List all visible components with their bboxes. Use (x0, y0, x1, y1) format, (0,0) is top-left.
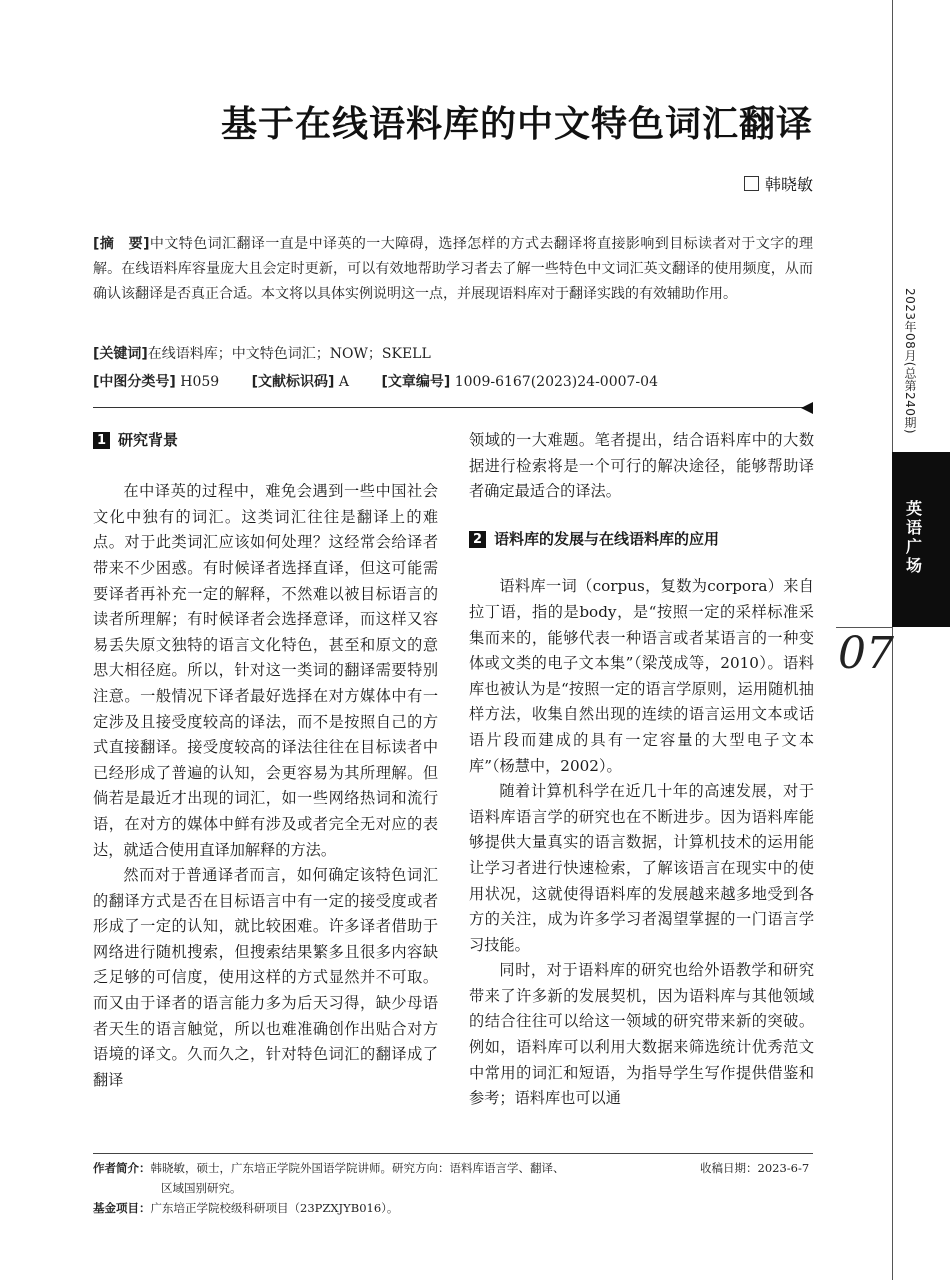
funding-label: 基金项目： (93, 1201, 151, 1215)
doc-code-value: A (338, 374, 350, 390)
section-number-badge: 1 (93, 432, 110, 449)
keywords-text: 在线语料库；中文特色词汇；NOW；SKELL (147, 346, 431, 362)
abstract (93, 232, 813, 307)
section-heading-2 (469, 527, 814, 553)
article-author (744, 172, 813, 195)
divider-arrow-icon (801, 402, 813, 414)
keywords-label: [关键词] (93, 346, 148, 362)
issue-info: 2023年08月(总第240期) (903, 288, 917, 435)
author-bio (93, 1158, 653, 1198)
clc-label: [中图分类号] (93, 374, 176, 390)
page-number: 07 (838, 628, 894, 679)
article-title: 基于在线语料库的中文特色词汇翻译 (220, 103, 813, 145)
body-column-left (93, 428, 438, 1093)
section-title: 研究背景 (118, 431, 179, 449)
paragraph: 在中译英的过程中，难免会遇到一些中国社会文化中独有的词汇。这类词汇往往是翻译上的难点。对于此类词汇应该如何处理？这经常会给译者带来不少困惑。有时候译者选择直译，但这可能需要译者再补充一定的解释，不然难以被目标语言的读者所理解；有时候译者会选择意译，而这样又容易丢失原文独特的语言文化特色，甚至和原文的意思大相径庭。所以，针对这一类词的翻译需要特别注意。一般情况下译者最好选择在对方媒体中有一定涉及且接受度较高的译法，而不是按照自己的方式直接翻译。接受度较高的译法往往在目标读者中已经形成了普遍的认知，会更容易为其所理解。但倘若是最近才出现的词汇，如一些网络热词和流行语，在对方的媒体中鲜有涉及或者完全无对应的表达，就适合使用直译加解释的方法。 (93, 482, 438, 859)
paragraph-continued: 领域的一大难题。笔者提出，结合语料库中的大数据进行检索将是一个可行的解决途径，能够帮助译者确定最适合的译法。 (469, 431, 814, 501)
abstract-label: [摘 要] (93, 236, 150, 252)
author-bio-text: 韩晓敏，硕士，广东培正学院外国语学院讲师。研究方向：语料库语言学、翻译、 (150, 1161, 565, 1175)
doc-code-label: [文献标识码] (251, 374, 335, 390)
footnote-divider (93, 1153, 813, 1154)
paragraph: 然而对于普通译者而言，如何确定该特色词汇的翻译方式是否在目标语言中有一定的接受度或者形成了一定的认知，就比较困难。许多译者借助于网络进行随机搜索，但搜索结果繁多且很多内容缺乏足够的可信度，使用这样的方式显然并不可取。而又由于译者的语言能力多为后天习得，缺少母语者天生的语言触觉，所以也难准确创作出贴合对方语境的译文。久而久之，针对特色词汇的翻译成了翻译 (93, 866, 438, 1089)
funding-text: 广东培正学院校级科研项目（23PZXJYB016）。 (150, 1201, 399, 1215)
clc-value: H059 (180, 374, 220, 390)
keywords (93, 342, 813, 367)
body-column-right (469, 428, 814, 1112)
article-no-value: 1009-6167(2023)24-0007-04 (454, 374, 658, 390)
article-no-item (381, 374, 658, 390)
abstract-text: 中文特色词汇翻译一直是中译英的一大障碍，选择怎样的方式去翻译将直接影响到目标读者对于文字的理解。在线语料库容量庞大且会定时更新，可以有效地帮助学习者去了解一些特色中文词汇英文翻译的使用频度，从而确认该翻译是否真正合适。本文将以具体实例说明这一点，并展现语料库对于翻译实践的有效辅助作用。 (93, 236, 814, 302)
section-number-badge: 2 (469, 531, 486, 548)
paragraph: 语料库一词（corpus，复数为corpora）来自拉丁语，指的是body，是“按照一定的采样标准采集而来的，能够代表一种语言或者某语言的一种变体或文类的电子文本集”（梁茂成等，2010）。语料库也被认为是“按照一定的语言学原则，运用随机抽样方法，收集自然出现的连续的语言运用文本或话语片段而建成的具有一定容量的大型电子文本库”（杨慧中，2002）。 (469, 577, 814, 775)
section-heading-1 (93, 428, 438, 454)
section-tab-label: 英语广场 (903, 500, 923, 576)
author-name: 韩晓敏 (764, 175, 813, 194)
square-bullet-icon (744, 176, 759, 191)
author-bio-text-cont: 区域国别研究。 (161, 1181, 242, 1195)
header-divider (93, 407, 803, 408)
classification-line (93, 370, 813, 395)
doc-code-item (252, 374, 349, 390)
funding-note (93, 1198, 398, 1218)
author-bio-label: 作者简介： (93, 1161, 151, 1175)
paragraph: 同时，对于语料库的研究也给外语教学和研究带来了许多新的发展契机，因为语料库与其他领域的结合往往可以给这一领域的研究带来新的突破。例如，语料库可以利用大数据来筛选统计优秀范文中常用的词汇和短语，为指导学生写作提供借鉴和参考；语料库也可以通 (469, 961, 814, 1108)
received-date: 收稿日期：2023-6-7 (700, 1161, 810, 1175)
paragraph: 随着计算机科学在近几十年的高速发展，对于语料库语言学的研究也在不断进步。因为语料库能够提供大量真实的语言数据，计算机技术的运用能让学习者进行快速检索，了解该语言在现实中的使用状况，这就使得语料库的发展越来越多地受到各方的关注，成为许多学习者渴望掌握的一门语言学习技能。 (469, 782, 814, 954)
section-title: 语料库的发展与在线语料库的应用 (494, 529, 720, 548)
article-no-label: [文章编号] (381, 374, 451, 390)
clc-item (93, 374, 219, 390)
